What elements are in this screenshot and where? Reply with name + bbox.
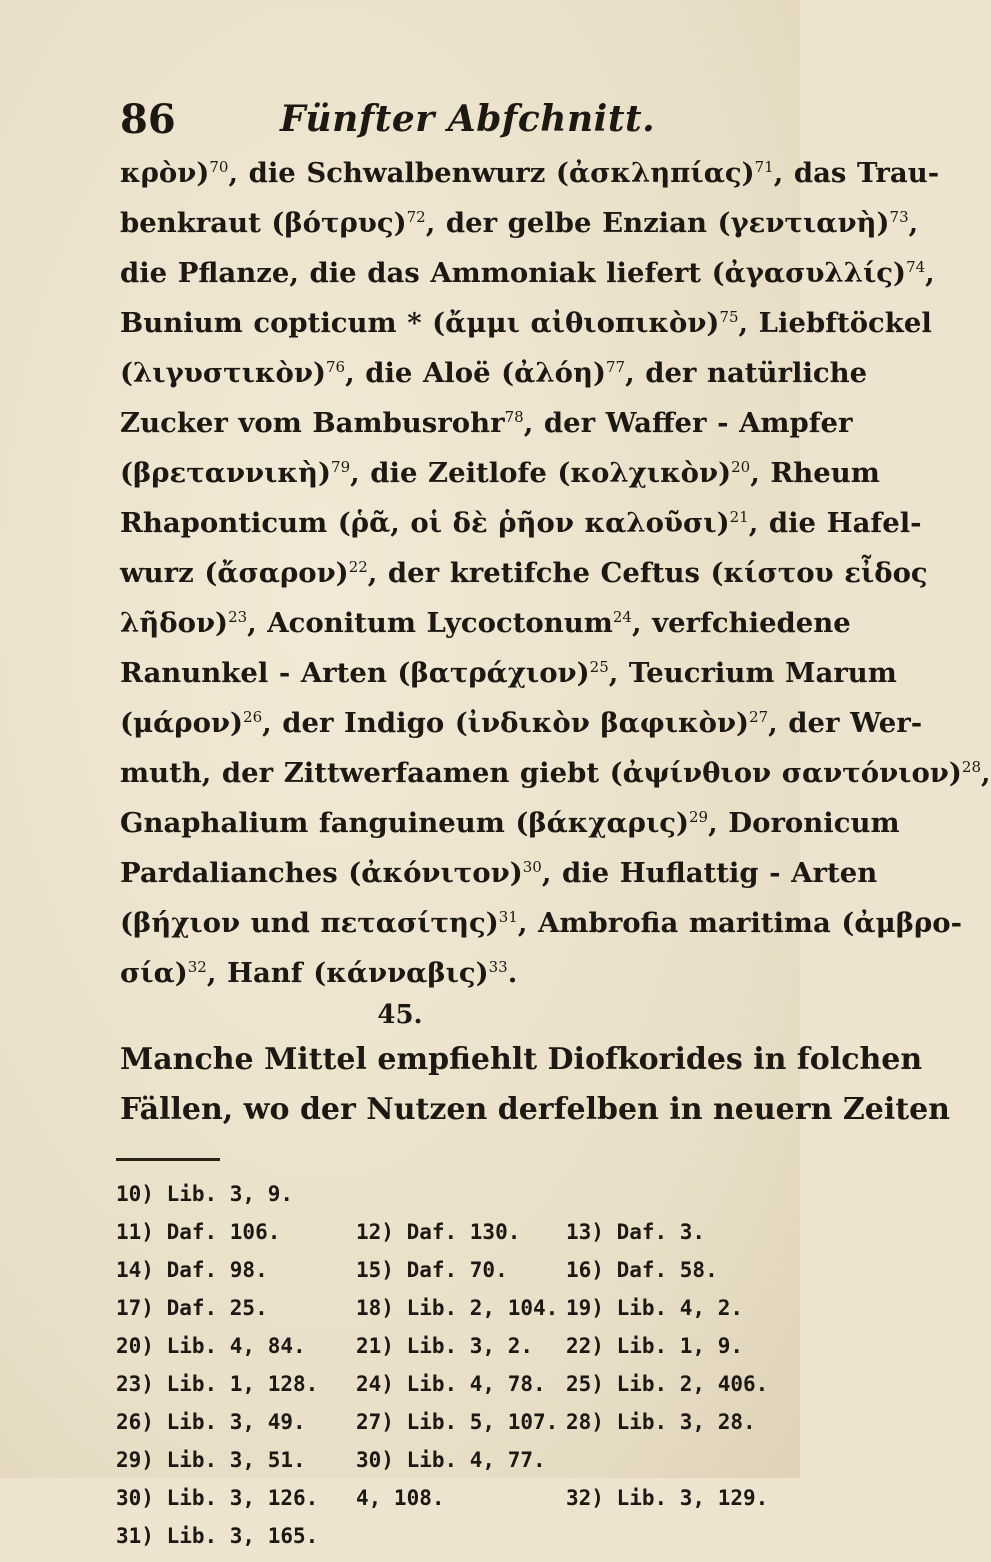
- text-segment: , die Hafel-: [748, 507, 922, 539]
- footnote-ref: 23: [228, 607, 248, 626]
- footnote-row: [116, 1258, 776, 1296]
- text-segment: , verfchiedene: [631, 607, 851, 639]
- footnote-ref: 22: [348, 557, 368, 576]
- section-line: Manche Mittel empfiehlt Diofkorides in folchen: [120, 1042, 923, 1077]
- footnote-ref: 31: [498, 907, 518, 926]
- footnote-ref: 32: [187, 957, 207, 976]
- footnote: 29) Lib. 3, 51.: [116, 1448, 306, 1472]
- footnote-row: [116, 1524, 776, 1562]
- text-line: [120, 198, 919, 248]
- text-line: [120, 648, 897, 698]
- text-segment: , der Indigo (ἰνδικὸν βαφικὸν): [262, 707, 750, 739]
- text-line: [120, 298, 932, 348]
- footnote: 22) Lib. 1, 9.: [566, 1334, 744, 1358]
- section-number: 45.: [377, 1000, 423, 1030]
- text-segment: , das Trau-: [773, 157, 940, 189]
- text-segment: , die Aloë (ἀλόη): [345, 357, 606, 389]
- text-line: [120, 248, 935, 298]
- footnote-ref: 72: [406, 207, 426, 226]
- text-segment: , Aconitum Lycoctonum: [247, 607, 613, 639]
- footnote: 20) Lib. 4, 84.: [116, 1334, 306, 1358]
- footnote-ref: 28: [961, 757, 981, 776]
- text-segment: , der gelbe Enzian (γεντιανὴ): [425, 207, 890, 239]
- text-segment: σία): [120, 957, 188, 989]
- footnote: 15) Daf. 70.: [356, 1258, 508, 1282]
- text-segment: , die Schwalbenwurz (ἀσκληπίας): [228, 157, 755, 189]
- text-segment: Pardalianches (ἀκόνιτον): [120, 857, 523, 889]
- text-line: [120, 948, 768, 998]
- text-segment: (βρεταννικὴ): [120, 457, 332, 489]
- footnote-ref: 77: [605, 357, 626, 376]
- text-segment: , der kretifche Ceftus (κίστου εἶδος: [367, 557, 928, 589]
- main-text: [120, 148, 991, 998]
- footnote-row: [116, 1296, 776, 1334]
- text-segment: Ranunkel - Arten (βατράχιον): [120, 657, 590, 689]
- footnote-ref: 30: [522, 857, 542, 876]
- footnote-ref: 27: [749, 707, 769, 726]
- footnote: 10) Lib. 3, 9.: [116, 1182, 294, 1206]
- footnote: 23) Lib. 1, 128.: [116, 1372, 319, 1396]
- section-line: Fällen, wo der Nutzen derfelben in neuern Zeiten: [120, 1092, 950, 1127]
- footnote-row: [116, 1334, 776, 1372]
- footnote-ref: 26: [243, 707, 263, 726]
- footnote-ref: 33: [488, 957, 508, 976]
- text-segment: , Teucrium Marum: [608, 657, 897, 689]
- text-segment: , Doronicum: [708, 807, 900, 839]
- text-segment: , der natürliche: [625, 357, 868, 389]
- text-line: [120, 748, 991, 798]
- text-segment: , Liebftöckel: [738, 307, 932, 339]
- footnote: 12) Daf. 130.: [356, 1220, 521, 1244]
- footnotes: [116, 1182, 776, 1562]
- text-segment: , der Wer-: [768, 707, 923, 739]
- footnote: 28) Lib. 3, 28.: [566, 1410, 756, 1434]
- text-segment: (μάρον): [120, 707, 244, 739]
- footnote: 32) Lib. 3, 129.: [566, 1486, 769, 1510]
- footnote-divider: [116, 1158, 220, 1161]
- text-line: [120, 498, 922, 548]
- text-segment: die Pflanze, die das Ammoniak liefert (ἀγασυλλίς): [120, 257, 907, 289]
- footnote-ref: 78: [504, 407, 524, 426]
- footnote-ref: 73: [889, 207, 909, 226]
- footnote-ref: 76: [325, 357, 346, 376]
- text-line: [120, 348, 868, 398]
- page-header: [120, 96, 760, 156]
- footnote: 18) Lib. 2, 104.: [356, 1296, 559, 1320]
- footnote: 4, 108.: [356, 1486, 445, 1510]
- footnote: 27) Lib. 5, 107.: [356, 1410, 559, 1434]
- footnote-ref: 70: [209, 157, 229, 176]
- footnote-ref: 75: [719, 307, 739, 326]
- footnote: 30) Lib. 3, 126.: [116, 1486, 319, 1510]
- text-segment: ,: [925, 257, 935, 289]
- footnote: 17) Daf. 25.: [116, 1296, 268, 1320]
- text-segment: benkraut (βότρυς): [120, 207, 407, 239]
- text-segment: Rhaponticum (ῥᾶ, οἱ δὲ ῥῆον καλοῦσι): [120, 507, 730, 539]
- footnote-row: [116, 1448, 776, 1486]
- running-title: Fünfter Abfchnitt.: [280, 98, 656, 140]
- footnote: 26) Lib. 3, 49.: [116, 1410, 306, 1434]
- footnote-ref: 24: [612, 607, 632, 626]
- text-segment: , die Zeitlofe (κολχικὸν): [350, 457, 732, 489]
- footnote: 21) Lib. 3, 2.: [356, 1334, 534, 1358]
- text-line: [120, 398, 853, 448]
- text-line: [120, 448, 880, 498]
- text-segment: muth, der Zittwerfaamen giebt (ἀψίνθιον σαντόνιον): [120, 757, 962, 789]
- text-line: [120, 898, 963, 948]
- text-line: [120, 148, 940, 198]
- text-segment: Gnaphalium fanguineum (βάκχαρις): [120, 807, 690, 839]
- footnote: 13) Daf. 3.: [566, 1220, 706, 1244]
- text-line: [120, 548, 928, 598]
- text-segment: ,: [981, 757, 991, 789]
- footnote-ref: 21: [729, 507, 749, 526]
- text-segment: , Ambrofia maritima (ἀμβρο-: [517, 907, 963, 939]
- text-segment: , die Huflattig - Arten: [541, 857, 878, 889]
- footnote-ref: 74: [906, 257, 926, 276]
- footnote-ref: 79: [331, 457, 351, 476]
- footnote: 30) Lib. 4, 77.: [356, 1448, 546, 1472]
- footnote: 24) Lib. 4, 78.: [356, 1372, 546, 1396]
- section-text: [120, 1035, 950, 1135]
- text-segment: Bunium copticum * (ἄμμι αἰθιοπικὸν): [120, 307, 720, 339]
- text-segment: (βήχιον und πετασίτης): [120, 907, 499, 939]
- footnote-ref: 20: [731, 457, 751, 476]
- text-line: [120, 798, 900, 848]
- text-line: [120, 848, 878, 898]
- text-segment: ,: [908, 207, 919, 239]
- text-segment: , Rheum: [750, 457, 880, 489]
- footnote-row: [116, 1486, 776, 1524]
- text-segment: (λιγυστικὸν): [120, 357, 326, 389]
- footnote: 16) Daf. 58.: [566, 1258, 718, 1282]
- footnote-row: [116, 1182, 776, 1220]
- text-segment: .: [507, 957, 518, 989]
- footnote: 11) Daf. 106.: [116, 1220, 281, 1244]
- footnote: 14) Daf. 98.: [116, 1258, 268, 1282]
- footnote-row: [116, 1410, 776, 1448]
- footnote: 19) Lib. 4, 2.: [566, 1296, 744, 1320]
- text-line: [120, 698, 923, 748]
- footnote: 25) Lib. 2, 406.: [566, 1372, 769, 1396]
- footnote-row: [116, 1372, 776, 1410]
- footnote-ref: 29: [689, 807, 709, 826]
- text-segment: wurz (ἄσαρον): [120, 557, 349, 589]
- footnote-ref: 25: [589, 657, 609, 676]
- footnote-row: [116, 1220, 776, 1258]
- text-segment: , Hanf (κάνναβις): [206, 957, 489, 989]
- text-line: [120, 598, 851, 648]
- text-segment: λῆδον): [120, 607, 229, 639]
- text-segment: κρὸν): [120, 157, 210, 189]
- footnote-ref: 71: [754, 157, 774, 176]
- page-number: 86: [120, 96, 176, 143]
- text-segment: , der Waffer - Ampfer: [523, 407, 853, 439]
- footnote: 31) Lib. 3, 165.: [116, 1524, 319, 1548]
- text-segment: Zucker vom Bambusrohr: [120, 407, 505, 439]
